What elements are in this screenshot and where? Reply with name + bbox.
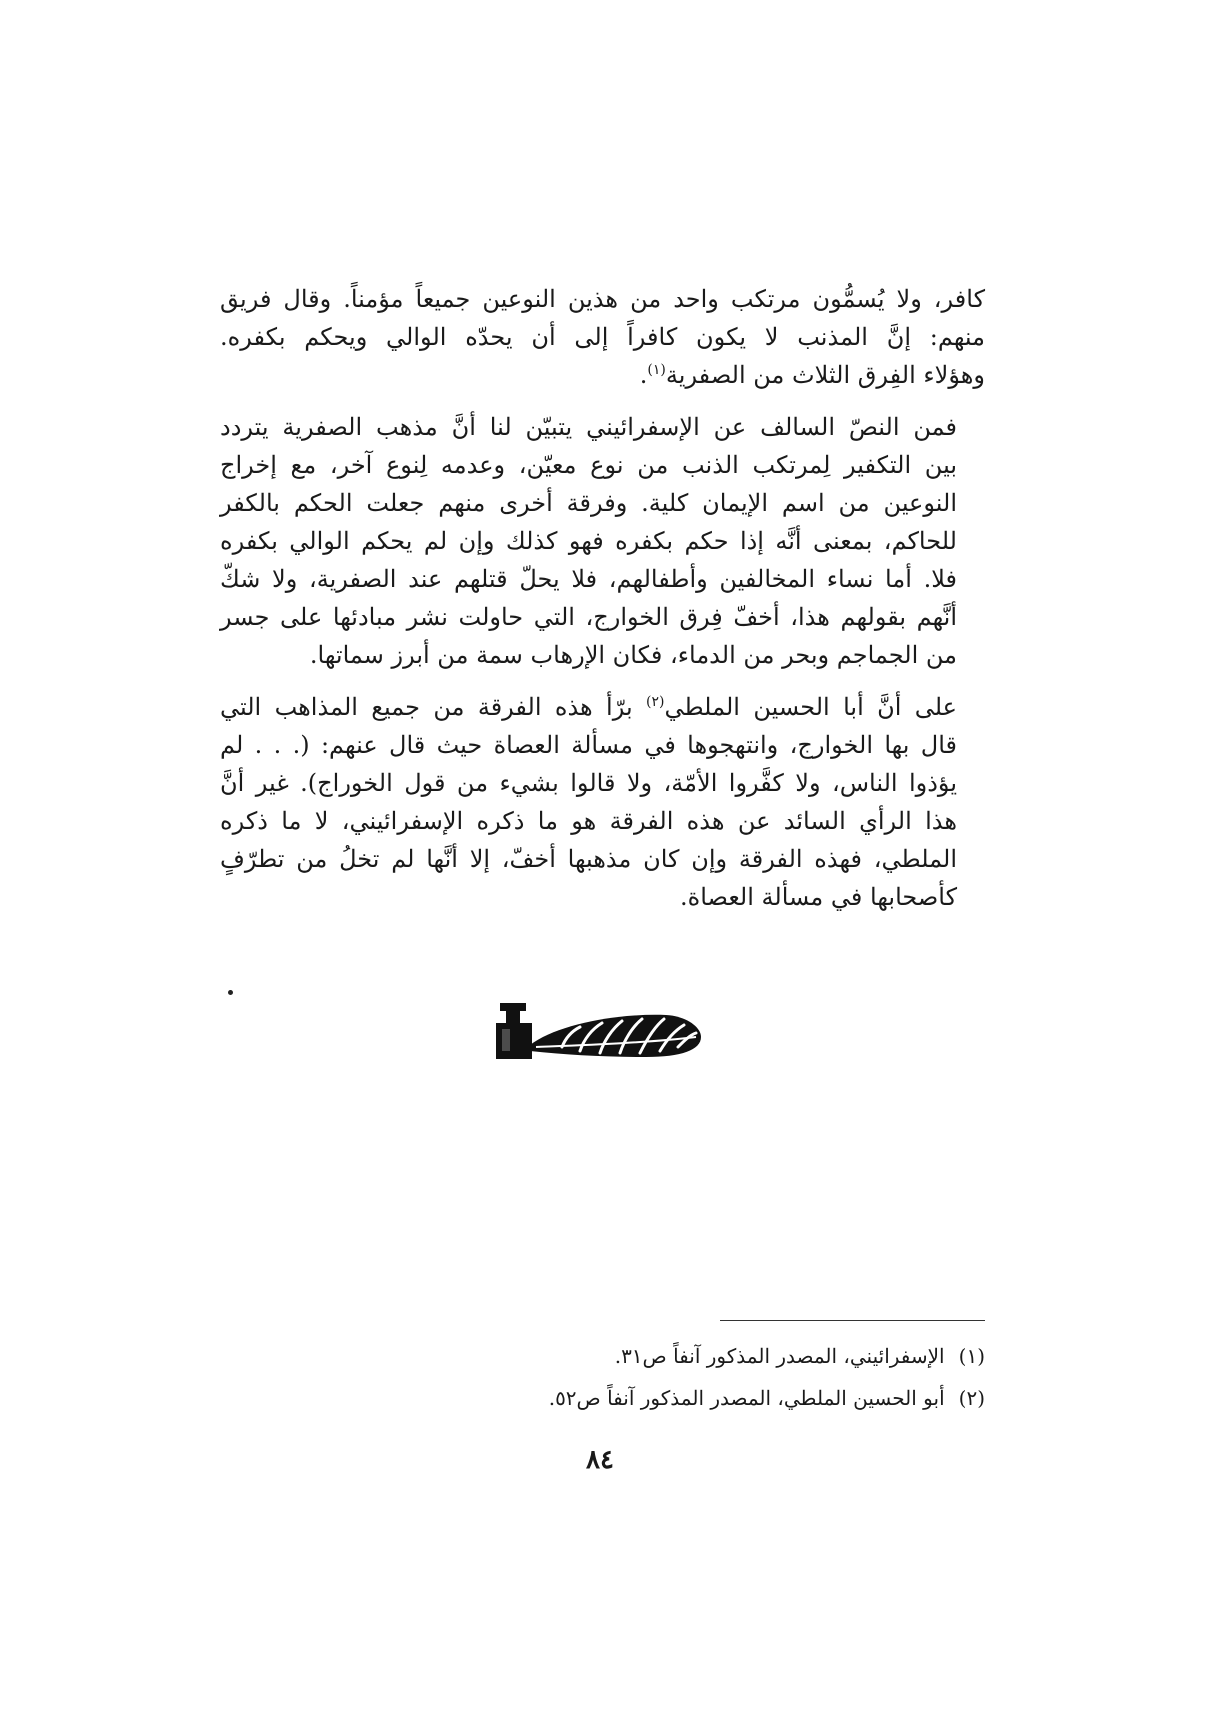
text-line-part: . (639, 361, 648, 389)
body-text (220, 280, 985, 930)
text-line: كأصحابها في مسألة العصاة. (680, 883, 957, 911)
page-number: ٨٤ (586, 1445, 614, 1475)
text-line: النوعين من اسم الإيمان كلية. وفرقة أخرى منهم جعلت الحكم بالكفر (220, 489, 957, 517)
text-line: بين التكفير لِمرتكب الذنب من نوع معيّن، وعدمه لِنوع آخر، مع إخراج (220, 451, 957, 479)
footnotes (420, 1335, 985, 1419)
footnote-ref-2: (٢) (646, 694, 665, 710)
text-line (220, 688, 985, 726)
text-line: هذا الرأي السائد عن هذه الفرقة هو ما ذكره الإسفرائيني، لا ما ذكره (220, 807, 957, 835)
footnote-ref-1: (١) (647, 362, 666, 378)
text-line: منهم: إنَّ المذنب لا يكون كافراً إلى أن يحدّه الوالي ويحكم بكفره. (220, 323, 985, 351)
text-line: للحاكم، بمعنى أنَّه إذا حكم بكفره فهو كذلك وإن لم يحكم الوالي بكفره (220, 527, 957, 555)
footnote-1 (420, 1335, 985, 1377)
paragraph-3 (220, 688, 985, 916)
text-line-part: وهؤلاء الفِرق الثلاث من الصفرية (665, 361, 985, 389)
footnote-2 (420, 1377, 985, 1419)
text-line: فلا. أما نساء المخالفين وأطفالهم، فلا يحلّ قتلهم عند الصفرية، ولا شكّ (220, 565, 957, 593)
text-line-part: برّأ هذه الفرقة من جميع المذاهب التي (220, 693, 633, 721)
footnote-number: (٢) (958, 1386, 985, 1410)
footnote-text: الإسفرائيني، المصدر المذكور آنفاً ص٣١. (614, 1344, 945, 1368)
quill-pen-inkwell-icon (496, 995, 706, 1065)
text-line: فمن النصّ السالف عن الإسفرائيني يتبيّن لنا أنَّ مذهب الصفرية يتردد (220, 413, 957, 441)
text-line: قال بها الخوارج، وانتهجوها في مسألة العصاة حيث قال عنهم: (. . . لم (220, 731, 958, 759)
text-line: من الجماجم وبحر من الدماء، فكان الإرهاب سمة من أبرز سماتها. (309, 641, 957, 669)
paragraph-1 (220, 280, 985, 394)
text-line: كافر، ولا يُسمُّون مرتكب واحد من هذين النوعين جميعاً مؤمناً. وقال فريق (220, 285, 985, 313)
text-line-part: على أنَّ أبا الحسين الملطي (664, 693, 957, 721)
text-line: أنَّهم بقولهم هذا، أخفّ فِرق الخوارج، التي حاولت نشر مبادئها على جسر (220, 603, 957, 631)
footnote-number: (١) (958, 1344, 985, 1368)
text-line: يؤذوا الناس، ولا كفَّروا الأمّة، ولا قالوا بشيء من قول الخوراج). غير أنَّ (220, 769, 957, 797)
paragraph-2 (220, 408, 985, 674)
text-line: الملطي، فهذه الفرقة وإن كان مذهبها أخفّ، إلا أنَّها لم تخلُ من تطرّفٍ (220, 845, 957, 873)
footnote-text: أبو الحسين الملطي، المصدر المذكور آنفاً ص٥٢. (548, 1386, 945, 1410)
text-line (220, 356, 985, 394)
stray-dot (228, 990, 233, 995)
footnote-separator (720, 1320, 985, 1321)
